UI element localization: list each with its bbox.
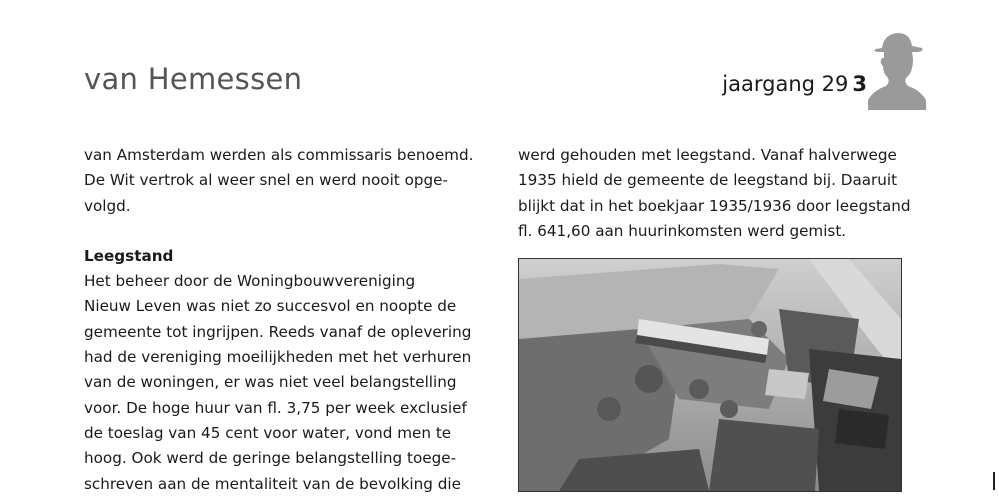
text-line: De Wit vertrok al weer snel en werd nooit opge- [84, 171, 448, 190]
text-line: werd gehouden met leegstand. Vanaf halverwege [518, 146, 897, 164]
text-line: voor. De hoge huur van fl. 3,75 per week exclusief [84, 398, 467, 417]
text-line: Het beheer door de Woningbouwvereniging [84, 272, 416, 291]
text-line: 1935 hield de gemeente de leegstand bij. Daaruit [518, 171, 898, 190]
aerial-photo [518, 258, 902, 492]
right-column [518, 143, 918, 244]
magazine-title: van Hemessen [84, 62, 303, 96]
text-line: fl. 641,60 aan huurinkomsten werd gemist. [518, 221, 847, 240]
aerial-photo-village-icon [519, 259, 901, 491]
text-line: Nieuw Leven was niet zo succesvol en noopte de [84, 297, 457, 316]
text-line: schreven aan de mentaliteit van de bevolking die [84, 474, 461, 493]
section-heading: Leegstand [84, 246, 174, 265]
text-line: volgd. [84, 196, 131, 215]
left-column [84, 143, 484, 497]
paragraph-intro [84, 143, 484, 219]
edge-mark [993, 472, 995, 490]
text-line: van de woningen, er was niet veel belangstelling [84, 373, 457, 392]
text-line: hoog. Ook werd de geringe belangstelling toege- [84, 449, 457, 468]
text-line: de toeslag van 45 cent voor water, vond men te [84, 423, 452, 442]
issue-label [722, 72, 867, 96]
page-number: 3 [852, 72, 867, 96]
paragraph-continued [518, 143, 918, 244]
text-line: gemeente tot ingrijpen. Reeds vanaf de oplevering [84, 322, 472, 341]
man-with-hat-silhouette-icon [868, 28, 926, 110]
issue-volume: jaargang 29 [722, 72, 849, 96]
paragraph-leegstand [84, 269, 484, 497]
text-line: van Amsterdam werden als commissaris benoemd. [84, 146, 474, 164]
text-line: blijkt dat in het boekjaar 1935/1936 door leegstand [518, 196, 911, 215]
text-line: had de vereniging moeilijkheden met het verhuren [84, 348, 472, 367]
